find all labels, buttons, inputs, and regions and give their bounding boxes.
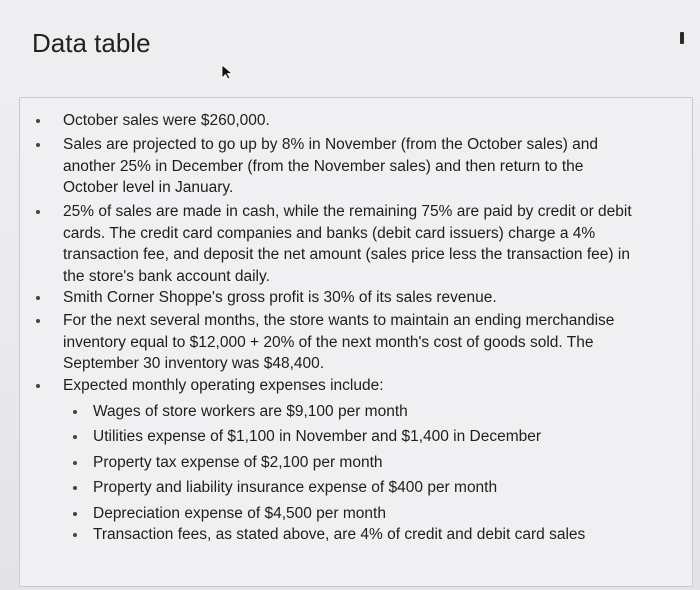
- bullet-dot-icon: [73, 512, 77, 516]
- bullet-text-line: Sales are projected to go up by 8% in November (from the October sales) and: [63, 136, 599, 153]
- window-title: Data table: [32, 28, 151, 58]
- bullet-dot-icon: [73, 410, 77, 414]
- bullet-dot-icon: [36, 143, 40, 147]
- bullet-dot-icon: [73, 435, 77, 439]
- sub-bullet-item: [93, 524, 585, 546]
- sub-bullet-item: [93, 401, 408, 423]
- bullet-text-line: inventory equal to $12,000 + 20% of the next month's cost of goods sold. The: [63, 333, 594, 351]
- sub-bullet-text: Utilities expense of $1,100 in November and $1,400 in December: [93, 428, 542, 445]
- bullet-dot-icon: [36, 210, 40, 214]
- sub-bullet-text: Wages of store workers are $9,100 per month: [93, 403, 408, 420]
- bullet-dot-icon: [36, 319, 40, 323]
- sub-bullet-text: Property and liability insurance expense of $400 per month: [93, 479, 498, 496]
- bullet-text-line: October sales were $260,000.: [63, 112, 270, 129]
- bullet-dot-icon: [73, 461, 77, 465]
- bullet-item: [63, 375, 675, 397]
- bullet-text-line: another 25% in December (from the November sales) and then return to the: [63, 157, 584, 175]
- minimize-button[interactable]: [671, 27, 693, 49]
- sub-bullet-item: [93, 503, 386, 525]
- sub-bullet-item: [93, 477, 497, 499]
- sub-bullet-item: [93, 452, 383, 474]
- bullet-dot-icon: [73, 533, 77, 537]
- bullet-item: [63, 287, 675, 309]
- bullet-dot-icon: [36, 296, 40, 300]
- bullet-text-line: September 30 inventory was $48,400.: [63, 355, 325, 372]
- bullet-text-line: October level in January.: [63, 179, 234, 196]
- bullet-item: [63, 134, 675, 199]
- sub-bullet-text: Depreciation expense of $4,500 per month: [93, 505, 386, 522]
- sub-bullet-item: [93, 426, 541, 448]
- bullet-dot-icon: [36, 119, 40, 123]
- minimize-icon: [680, 32, 684, 44]
- bullet-text-line: Smith Corner Shoppe's gross profit is 30% of its sales revenue.: [63, 289, 497, 306]
- bullet-text-line: transaction fee, and deposit the net amount (sales price less the transaction fee) in: [63, 246, 630, 263]
- sub-bullet-text: Property tax expense of $2,100 per month: [93, 454, 383, 471]
- bullet-item: [63, 110, 675, 132]
- bullet-text-line: the store's bank account daily.: [63, 267, 270, 285]
- bullet-dot-icon: [36, 384, 40, 388]
- sub-bullet-text: Transaction fees, as stated above, are 4% of credit and debit card sales: [93, 526, 586, 543]
- bullet-item: [63, 201, 675, 287]
- bullet-text-line: 25% of sales are made in cash, while the remaining 75% are paid by credit or debit: [63, 203, 632, 220]
- bullet-item: [63, 310, 675, 375]
- bullet-text-line: cards. The credit card companies and banks (debit card issuers) charge a 4%: [63, 224, 596, 242]
- bullet-text-line: Expected monthly operating expenses include:: [63, 377, 384, 394]
- mouse-cursor-icon: [221, 64, 235, 80]
- bullet-text-line: For the next several months, the store wants to maintain an ending merchandise: [63, 312, 615, 329]
- bullet-dot-icon: [73, 486, 77, 490]
